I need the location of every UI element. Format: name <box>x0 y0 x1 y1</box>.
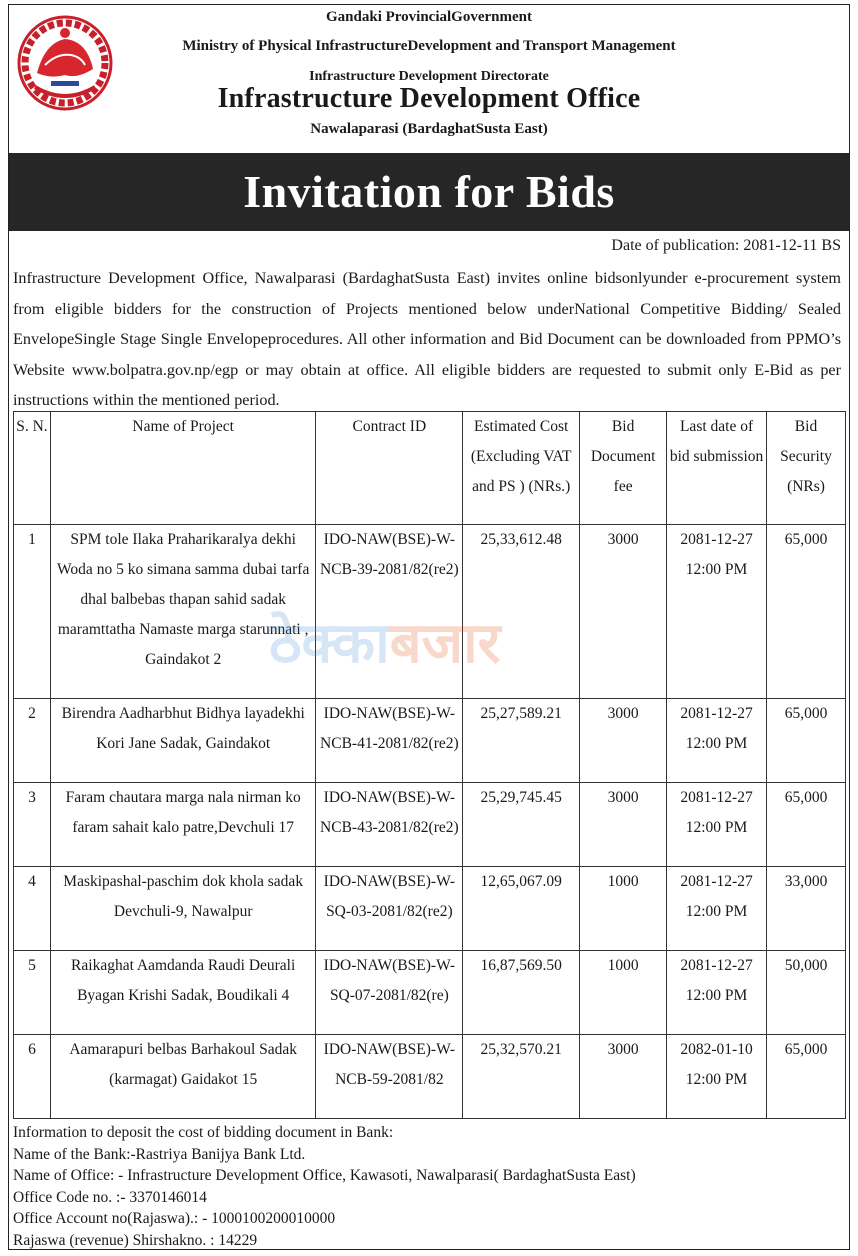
cell-fee: 1000 <box>580 951 667 1035</box>
ministry-name: Ministry of Physical InfrastructureDevelopment and Transport Management <box>182 38 676 54</box>
cell-security: 65,000 <box>767 1035 846 1119</box>
table-row <box>14 951 846 1035</box>
office-location: Nawalaparasi (BardaghatSusta East) <box>310 121 548 137</box>
cell-cost: 25,27,589.21 <box>463 699 580 783</box>
table-row <box>14 1035 846 1119</box>
cell-deadline: 2081-12-27 12:00 PM <box>667 951 767 1035</box>
notice-frame <box>8 4 850 1250</box>
cell-sn: 2 <box>14 699 51 783</box>
revenue-head: Rajaswa (revenue) Shirshakno. : 14229 <box>13 1231 258 1249</box>
header-project: Name of Project <box>50 412 316 525</box>
cell-project: Maskipashal-paschim dok khola sadak Devchuli-9, Nawalpur <box>50 867 316 951</box>
notice-header <box>9 5 849 151</box>
cell-sn: 4 <box>14 867 51 951</box>
cell-project: Raikaghat Aamdanda Raudi Deurali Byagan Krishi Sadak, Boudikali 4 <box>50 951 316 1035</box>
header-deadline: Last date of bid submission <box>667 412 767 525</box>
office-code: Office Code no. :- 3370146014 <box>13 1188 207 1206</box>
cell-security: 50,000 <box>767 951 846 1035</box>
cell-security: 65,000 <box>767 699 846 783</box>
cell-cost: 12,65,067.09 <box>463 867 580 951</box>
table-row <box>14 699 846 783</box>
cell-contract: IDO-NAW(BSE)-W-SQ-07-2081/82(re) <box>316 951 463 1035</box>
cell-project: Aamarapuri belbas Barhakoul Sadak (karmagat) Gaidakot 15 <box>50 1035 316 1119</box>
header-security: Bid Security (NRs) <box>767 412 846 525</box>
cell-project: Birendra Aadharbhut Bidhya layadekhi Kori Jane Sadak, Gaindakot <box>50 699 316 783</box>
cell-cost: 25,29,745.45 <box>463 783 580 867</box>
cell-deadline: 2082-01-10 12:00 PM <box>667 1035 767 1119</box>
cell-security: 65,000 <box>767 783 846 867</box>
cell-fee: 3000 <box>580 1035 667 1119</box>
table-row <box>14 867 846 951</box>
header-fee: Bid Document fee <box>580 412 667 525</box>
cell-fee: 3000 <box>580 783 667 867</box>
header-sn: S. N. <box>14 412 51 525</box>
header-contract: Contract ID <box>316 412 463 525</box>
cell-cost: 16,87,569.50 <box>463 951 580 1035</box>
cell-fee: 3000 <box>580 699 667 783</box>
watermark-part2: बजार <box>389 611 501 676</box>
cell-sn: 3 <box>14 783 51 867</box>
office-name: Infrastructure Development Office <box>217 83 641 114</box>
bank-info <box>13 1122 636 1252</box>
watermark-logo <box>269 603 501 679</box>
office-account: Office Account no(Rajaswa).: - 1000100200010000 <box>13 1210 336 1228</box>
cell-fee: 3000 <box>580 525 667 699</box>
directorate-name: Infrastructure Development Directorate <box>309 69 549 84</box>
cell-deadline: 2081-12-27 12:00 PM <box>667 699 767 783</box>
cell-project: SPM tole Ilaka Praharikaralya dekhi Woda no 5 ko simana samma dubai tarfa dhal balbebas thapan sahid sadak maramttatha Namaste marga starunnati , Gaindakot 2 <box>50 525 316 699</box>
cell-contract: IDO-NAW(BSE)-W-NCB-41-2081/82(re2) <box>316 699 463 783</box>
cell-sn: 6 <box>14 1035 51 1119</box>
cell-security: 33,000 <box>767 867 846 951</box>
cell-contract: IDO-NAW(BSE)-W-SQ-03-2081/82(re2) <box>316 867 463 951</box>
intro-paragraph: Infrastructure Development Office, Nawalparasi (BardaghatSusta East) invites online bidsonlyunder e-procurement system from eligible bidders for the construction of Projects mentioned below underNational Competitive Bidding/ Sealed EnvelopeSingle Stage Single Envelopeprocedures. All other information and Bid Document can be downloaded from PPMO’s Website www.bolpatra.gov.np/egp or may obtain at office. All eligible bidders are requested to submit only E-Bid as per instructions within the mentioned period. <box>13 269 841 409</box>
cell-deadline: 2081-12-27 12:00 PM <box>667 783 767 867</box>
table-row <box>14 783 846 867</box>
cell-sn: 5 <box>14 951 51 1035</box>
cell-project: Faram chautara marga nala nirman ko faram sahait kalo patre,Devchuli 17 <box>50 783 316 867</box>
cell-contract: IDO-NAW(BSE)-W-NCB-59-2081/82 <box>316 1035 463 1119</box>
bank-name: Name of the Bank:-Rastriya Banijya Bank Ltd. <box>13 1145 306 1163</box>
bids-table <box>13 411 846 1119</box>
header-cost: Estimated Cost (Excluding VAT and PS ) (NRs.) <box>463 412 580 525</box>
cell-fee: 1000 <box>580 867 667 951</box>
watermark-part1: ठेक्का <box>269 611 390 676</box>
cell-security: 65,000 <box>767 525 846 699</box>
cell-cost: 25,32,570.21 <box>463 1035 580 1119</box>
cell-contract: IDO-NAW(BSE)-W-NCB-43-2081/82(re2) <box>316 783 463 867</box>
cell-sn: 1 <box>14 525 51 699</box>
publication-date: Date of publication: 2081-12-11 BS <box>611 237 841 254</box>
bank-info-heading: Information to deposit the cost of bidding document in Bank: <box>13 1124 394 1141</box>
cell-deadline: 2081-12-27 12:00 PM <box>667 525 767 699</box>
government-name: Gandaki ProvincialGovernment <box>326 9 532 25</box>
office-name-line: Name of Office: - Infrastructure Development Office, Kawasoti, Nawalparasi( BardaghatSusta East) <box>13 1167 636 1185</box>
cell-deadline: 2081-12-27 12:00 PM <box>667 867 767 951</box>
cell-contract: IDO-NAW(BSE)-W-NCB-39-2081/82(re2) <box>316 525 463 699</box>
cell-cost: 25,33,612.48 <box>463 525 580 699</box>
table-header-row <box>14 412 846 525</box>
page-title: Invitation for Bids <box>9 153 849 231</box>
